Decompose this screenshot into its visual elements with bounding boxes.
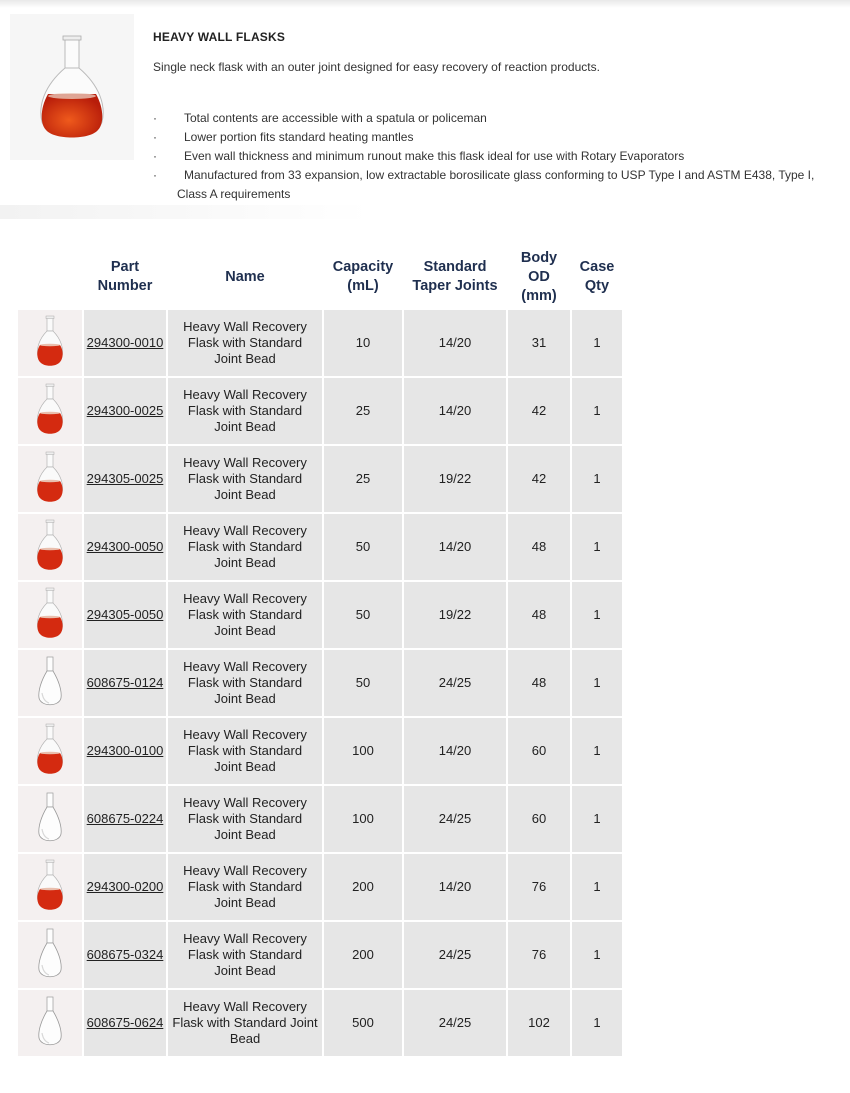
- name-cell: Heavy Wall Recovery Flask with Standard Joint Bead: [168, 310, 322, 376]
- clear-flask-icon: [18, 655, 82, 711]
- body-od-cell: 76: [508, 922, 570, 988]
- name-cell: Heavy Wall Recovery Flask with Standard Joint Bead: [168, 378, 322, 444]
- case-qty-cell: 1: [572, 650, 622, 716]
- flask-thumbnail: [18, 990, 82, 1056]
- table-row: [18, 990, 622, 1056]
- flask-thumbnail: [18, 718, 82, 784]
- bullet-marker: ·: [153, 168, 157, 182]
- capacity-cell: 50: [324, 582, 402, 648]
- table-row: [18, 922, 622, 988]
- name-cell: Heavy Wall Recovery Flask with Standard Joint Bead: [168, 786, 322, 852]
- feature-item: · Lower portion fits standard heating mantles: [153, 128, 833, 147]
- part-number-link[interactable]: 294300-0200: [86, 879, 164, 894]
- product-title: HEAVY WALL FLASKS: [153, 30, 286, 44]
- flask-thumbnail: [18, 446, 82, 512]
- part-number-link[interactable]: 294300-0025: [86, 403, 164, 418]
- part-number-header: Part Number: [84, 246, 166, 308]
- joint-cell: 19/22: [404, 582, 506, 648]
- name-cell: Heavy Wall Recovery Flask with Standard Joint Bead: [168, 854, 322, 920]
- part-number-cell: [84, 582, 166, 648]
- part-number-link[interactable]: 294305-0050: [86, 607, 164, 622]
- amber-flask-icon: [18, 723, 82, 779]
- clear-flask-icon: [18, 927, 82, 983]
- part-number-link[interactable]: 608675-0224: [86, 811, 164, 826]
- capacity-cell: 200: [324, 922, 402, 988]
- part-number-link[interactable]: 608675-0324: [86, 947, 164, 962]
- case-qty-cell: 1: [572, 582, 622, 648]
- case-qty-cell: 1: [572, 514, 622, 580]
- feature-item: · Manufactured from 33 expansion, low extractable borosilicate glass conforming to USP Type I and ASTM E438, Type I, Class A requirements: [153, 168, 815, 201]
- amber-flask-icon: [18, 519, 82, 575]
- capacity-cell: 50: [324, 650, 402, 716]
- case-qty-cell: 1: [572, 446, 622, 512]
- part-number-cell: [84, 922, 166, 988]
- bullet-marker: ·: [153, 149, 157, 163]
- name-cell: Heavy Wall Recovery Flask with Standard Joint Bead: [168, 582, 322, 648]
- flask-thumbnail: [18, 378, 82, 444]
- capacity-cell: 25: [324, 378, 402, 444]
- body-od-cell: 42: [508, 446, 570, 512]
- amber-flask-icon: [18, 859, 82, 915]
- feature-item: · Total contents are accessible with a spatula or policeman: [153, 109, 833, 128]
- capacity-cell: 10: [324, 310, 402, 376]
- name-header: Name: [168, 246, 322, 308]
- body-od-cell: 42: [508, 378, 570, 444]
- amber-flask-icon: [18, 587, 82, 643]
- body-od-cell: 60: [508, 718, 570, 784]
- name-cell: Heavy Wall Recovery Flask with Standard Joint Bead: [168, 718, 322, 784]
- case-qty-cell: 1: [572, 922, 622, 988]
- joint-header: Standard Taper Joints: [404, 246, 506, 308]
- body-od-cell: 48: [508, 514, 570, 580]
- bullet-marker: ·: [153, 130, 157, 144]
- case-qty-cell: 1: [572, 310, 622, 376]
- part-number-link[interactable]: 294300-0050: [86, 539, 164, 554]
- table-row: [18, 718, 622, 784]
- part-number-cell: [84, 718, 166, 784]
- capacity-cell: 50: [324, 514, 402, 580]
- case-qty-cell: 1: [572, 718, 622, 784]
- flask-thumbnail: [18, 514, 82, 580]
- hero-flask-image: [10, 14, 134, 160]
- part-number-link[interactable]: 608675-0124: [86, 675, 164, 690]
- image-header: [18, 246, 82, 308]
- joint-cell: 14/20: [404, 378, 506, 444]
- body-od-cell: 48: [508, 650, 570, 716]
- flask-thumbnail: [18, 922, 82, 988]
- joint-cell: 14/20: [404, 310, 506, 376]
- part-number-cell: [84, 514, 166, 580]
- flask-thumbnail: [18, 650, 82, 716]
- joint-cell: 14/20: [404, 514, 506, 580]
- joint-cell: 24/25: [404, 990, 506, 1056]
- joint-cell: 14/20: [404, 854, 506, 920]
- flask-thumbnail: [18, 786, 82, 852]
- amber-flask-icon: [18, 315, 82, 371]
- table-row: [18, 854, 622, 920]
- part-number-cell: [84, 786, 166, 852]
- capacity-cell: 100: [324, 718, 402, 784]
- name-cell: Heavy Wall Recovery Flask with Standard Joint Bead: [168, 922, 322, 988]
- joint-cell: 19/22: [404, 446, 506, 512]
- body-od-cell: 31: [508, 310, 570, 376]
- table-row: [18, 446, 622, 512]
- capacity-cell: 25: [324, 446, 402, 512]
- body-od-cell: 48: [508, 582, 570, 648]
- amber-flask-icon: [18, 451, 82, 507]
- clear-flask-icon: [18, 995, 82, 1051]
- part-number-link[interactable]: 294300-0100: [86, 743, 164, 758]
- case-qty-cell: 1: [572, 854, 622, 920]
- flask-thumbnail: [18, 582, 82, 648]
- case-qty-cell: 1: [572, 786, 622, 852]
- table-row: [18, 650, 622, 716]
- top-gradient-bar: [0, 0, 850, 8]
- part-number-cell: [84, 446, 166, 512]
- body-od-cell: 76: [508, 854, 570, 920]
- body-od-cell: 102: [508, 990, 570, 1056]
- table-row: [18, 378, 622, 444]
- table-row: [18, 582, 622, 648]
- capacity-header: Capacity (mL): [324, 246, 402, 308]
- feature-list: [153, 109, 833, 204]
- name-cell: Heavy Wall Recovery Flask with Standard Joint Bead: [168, 650, 322, 716]
- name-cell: Heavy Wall Recovery Flask with Standard Joint Bead: [168, 990, 322, 1056]
- feature-item: · Even wall thickness and minimum runout make this flask ideal for use with Rotary Evaporators: [153, 147, 833, 166]
- product-intro: Single neck flask with an outer joint designed for easy recovery of reaction products.: [153, 60, 600, 74]
- joint-cell: 24/25: [404, 786, 506, 852]
- joint-cell: 14/20: [404, 718, 506, 784]
- name-cell: Heavy Wall Recovery Flask with Standard Joint Bead: [168, 514, 322, 580]
- table-row: [18, 310, 622, 376]
- capacity-cell: 100: [324, 786, 402, 852]
- flask-thumbnail: [18, 310, 82, 376]
- body-od-cell: 60: [508, 786, 570, 852]
- product-table: [16, 244, 624, 1058]
- table-row: [18, 514, 622, 580]
- part-number-cell: [84, 990, 166, 1056]
- flask-thumbnail: [18, 854, 82, 920]
- part-number-link[interactable]: 608675-0624: [86, 1015, 164, 1030]
- case-qty-cell: 1: [572, 990, 622, 1056]
- table-row: [18, 786, 622, 852]
- part-number-link[interactable]: 294305-0025: [86, 471, 164, 486]
- name-cell: Heavy Wall Recovery Flask with Standard Joint Bead: [168, 446, 322, 512]
- part-number-cell: [84, 650, 166, 716]
- case-qty-cell: 1: [572, 378, 622, 444]
- part-number-cell: [84, 378, 166, 444]
- case-qty-header: Case Qty: [572, 246, 622, 308]
- part-number-cell: [84, 854, 166, 920]
- bullet-marker: ·: [153, 111, 157, 125]
- clear-flask-icon: [18, 791, 82, 847]
- amber-flask-icon: [18, 383, 82, 439]
- capacity-cell: 200: [324, 854, 402, 920]
- joint-cell: 24/25: [404, 650, 506, 716]
- body-od-header: Body OD (mm): [508, 246, 570, 308]
- joint-cell: 24/25: [404, 922, 506, 988]
- divider-fade: [0, 205, 370, 219]
- part-number-cell: [84, 310, 166, 376]
- part-number-link[interactable]: 294300-0010: [86, 335, 164, 350]
- capacity-cell: 500: [324, 990, 402, 1056]
